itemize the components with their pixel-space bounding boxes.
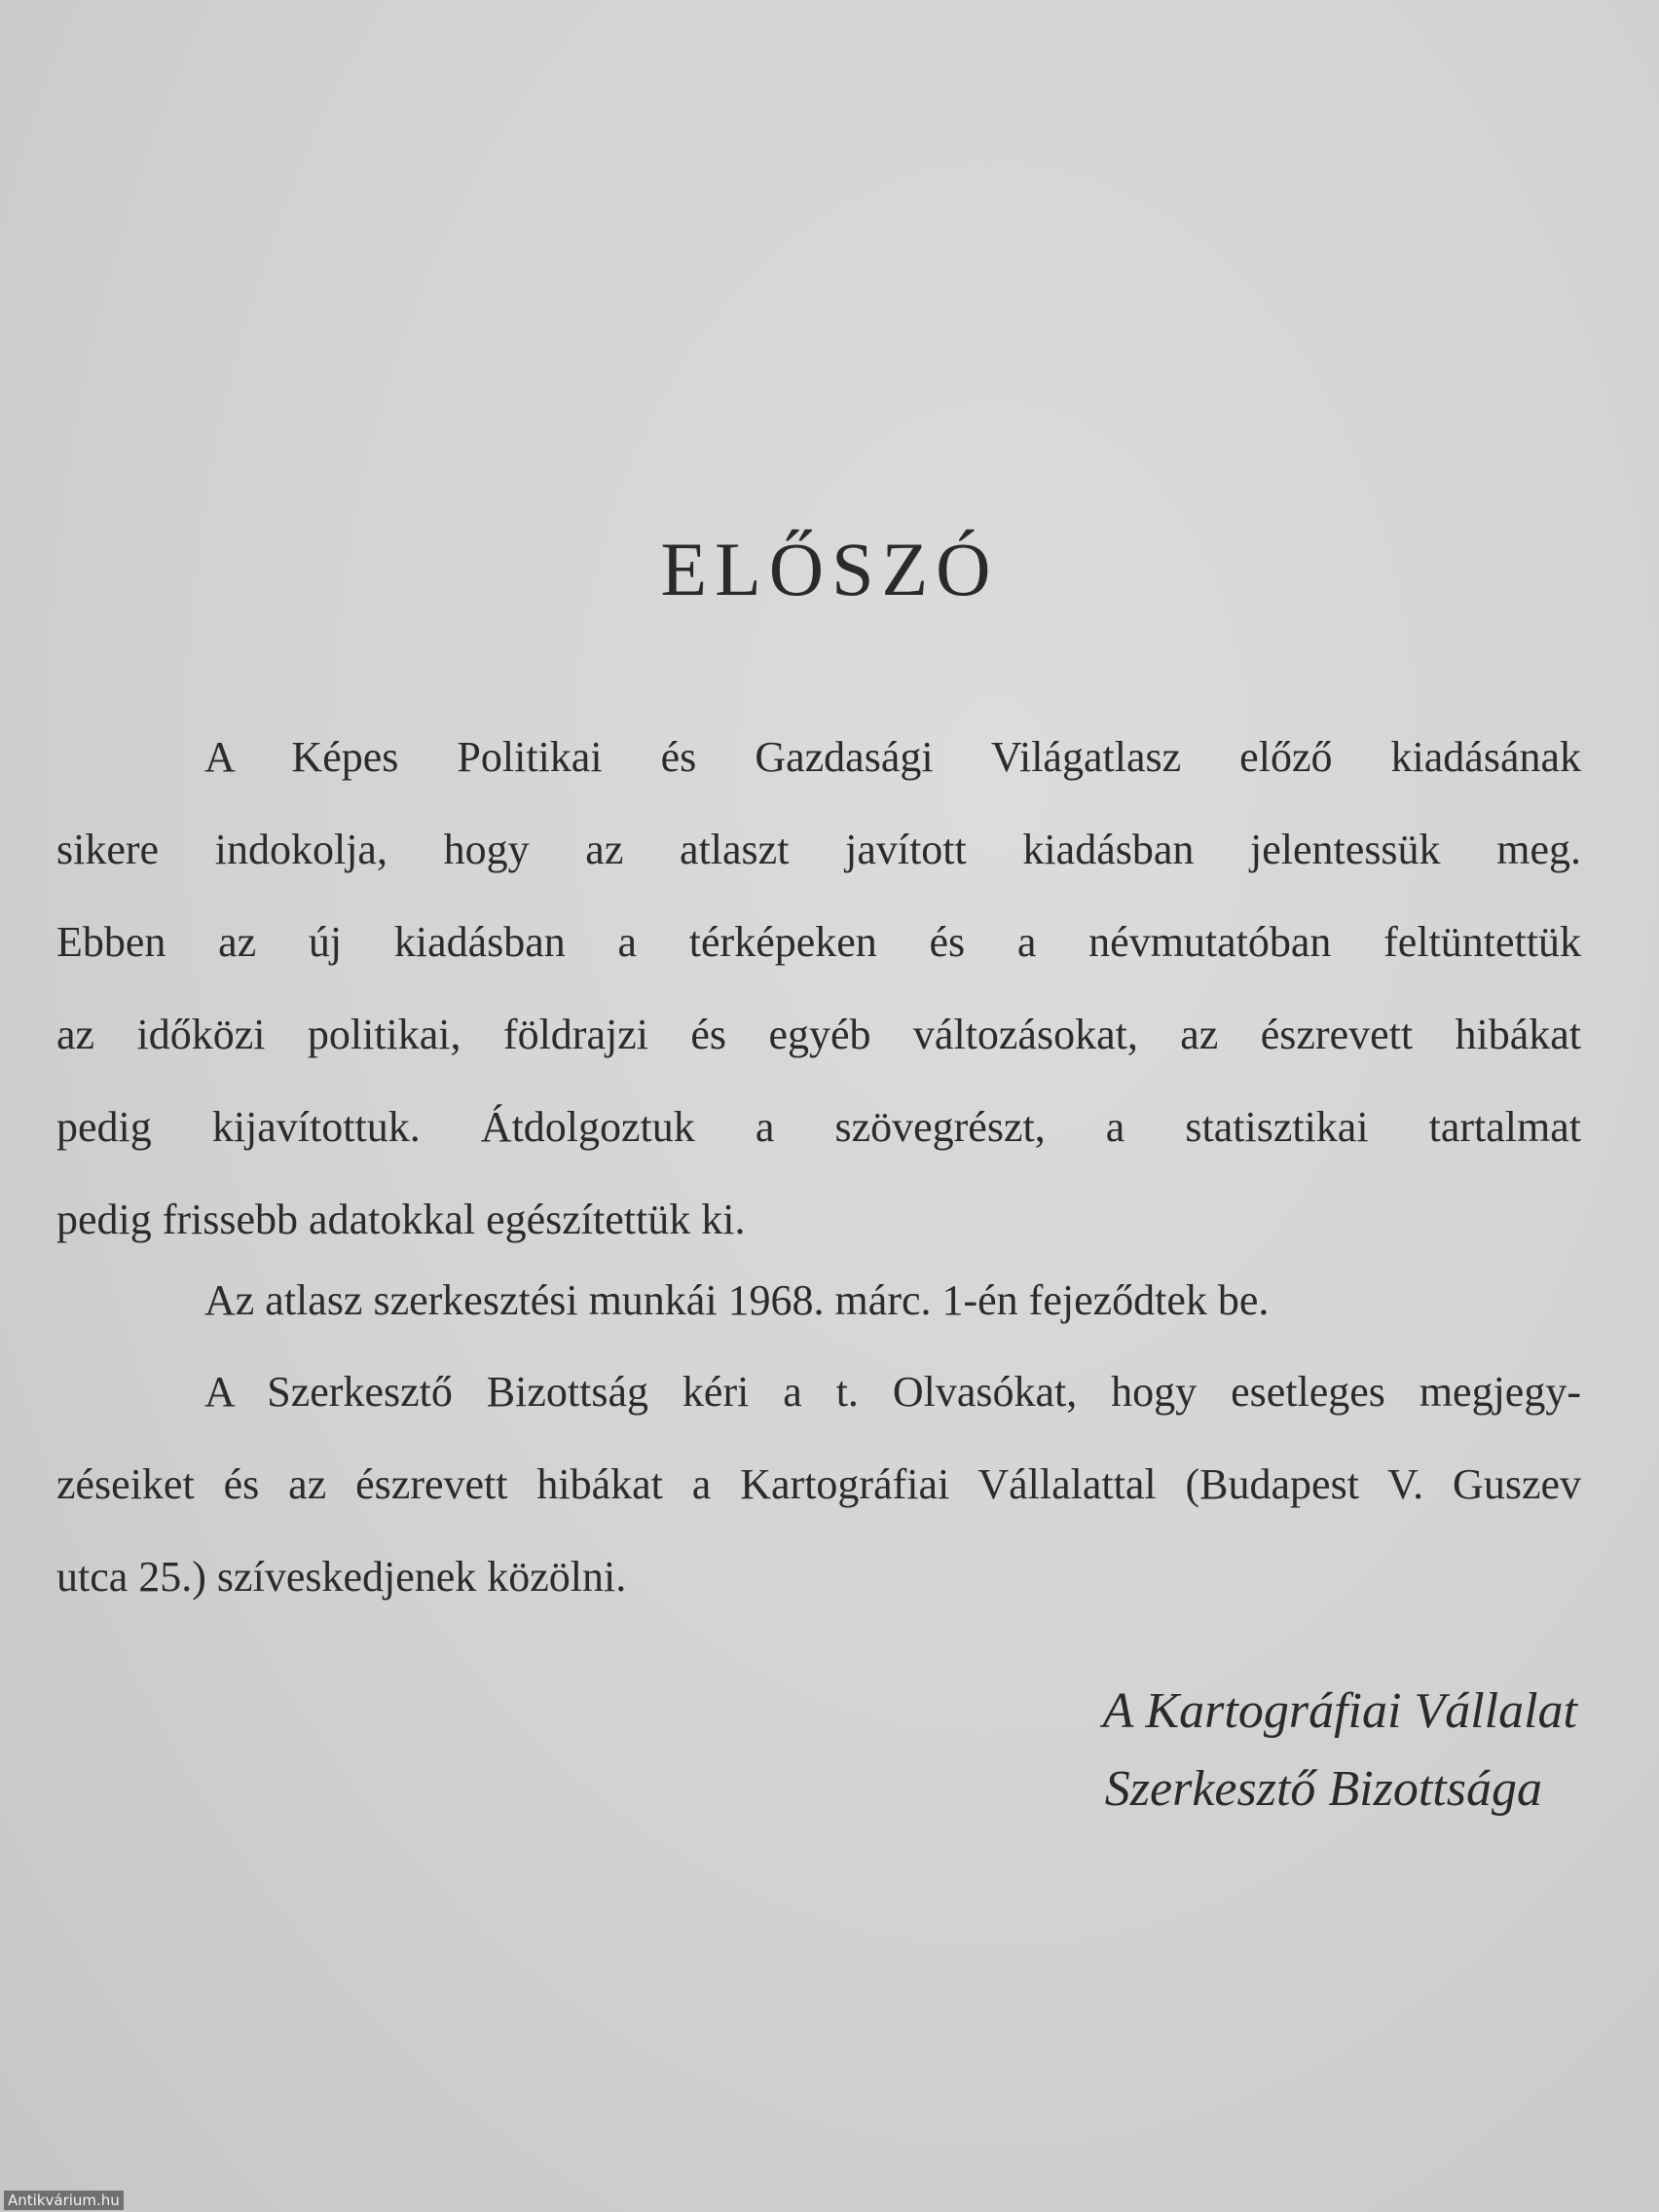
paragraph-1-line-5: pedig kijavítottuk. Átdolgoztuk a szövegrészt, a statisztikai tartalmat <box>56 1103 1581 1151</box>
paragraph-1-line-4: az időközi politikai, földrajzi és egyéb változásokat, az észrevett hibákat <box>56 1011 1581 1058</box>
paragraph-1-line-6: pedig frissebb adatokkal egészítettük ki. <box>56 1196 746 1243</box>
signature-line-1: A Kartográfiai Vállalat <box>1102 1683 1577 1739</box>
paragraph-3-line-3: utca 25.) szíveskedjenek közölni. <box>56 1553 627 1601</box>
paragraph-1-line-3: Ebben az új kiadásban a térképeken és a névmutatóban feltüntettük <box>56 918 1581 966</box>
paragraph-3-line-2: zéseiket és az észrevett hibákat a Kartográfiai Vállalattal (Budapest V. Guszev <box>56 1460 1581 1508</box>
paragraph-1-line-2: sikere indokolja, hogy az atlaszt javított kiadásban jelentessük meg. <box>56 826 1581 873</box>
paragraph-2-line-1: Az atlasz szerkesztési munkái 1968. márc. 1-én fejeződtek be. <box>204 1276 1270 1324</box>
paragraph-3-line-1: A Szerkesztő Bizottság kéri a t. Olvasókat, hogy esetleges megjegy- <box>204 1368 1581 1416</box>
signature-line-2: Szerkesztő Bizottsága <box>1104 1761 1542 1817</box>
watermark: Antikvárium.hu <box>4 2191 124 2210</box>
page-title: ELŐSZÓ <box>660 527 999 611</box>
paragraph-1-line-1: A Képes Politikai és Gazdasági Világatlasz előző kiadásának <box>204 733 1581 781</box>
